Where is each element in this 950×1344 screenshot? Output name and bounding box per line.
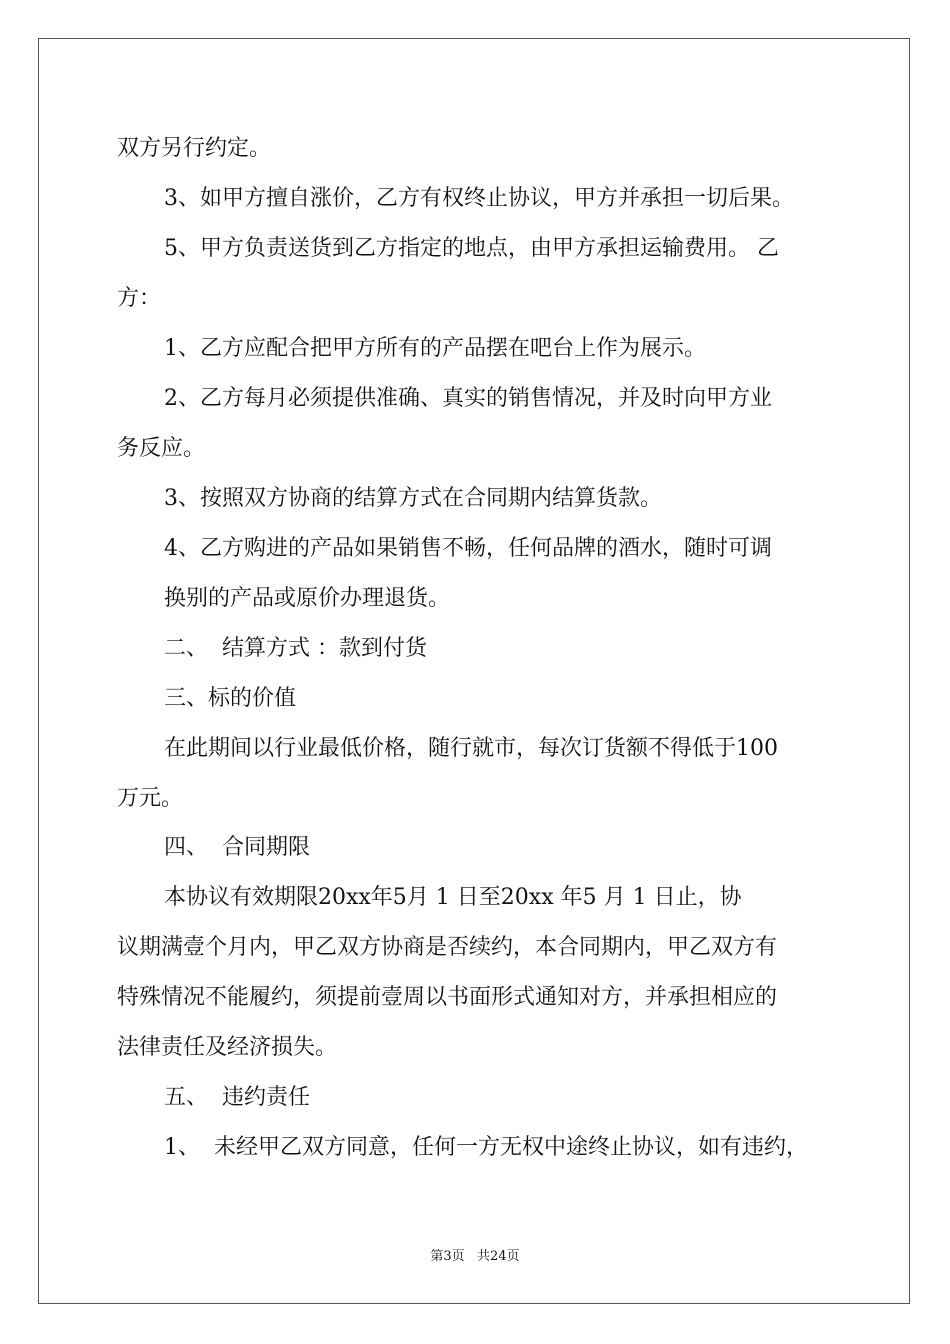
text-line: 4、乙方购进的产品如果销售不畅，任何品牌的酒水，随时可调 (164, 536, 772, 561)
text-line: 3、如甲方擅自涨价，乙方有权终止协议，甲方并承担一切后果。 (164, 186, 794, 211)
text-line: 本协议有效期限20xx年5月 1 日至20xx 年5 月 1 日止，协 (164, 885, 742, 910)
text-line: 3、按照双方协商的结算方式在合同期内结算货款。 (164, 486, 662, 511)
text-line: 2、乙方每月必须提供准确、真实的销售情况，并及时向甲方业 (164, 386, 772, 411)
text-line: 特殊情况不能履约，须提前壹周以书面形式通知对方，并承担相应的 (117, 985, 778, 1010)
text-line: 四、 合同期限 (164, 835, 310, 860)
page-border (38, 38, 910, 1304)
text-line: 二、 结算方式 ：款到付货 (164, 636, 427, 661)
page-number-footer: 第3页 共24页 (430, 1249, 520, 1264)
text-line: 议期满壹个月内，甲乙双方协商是否续约，本合同期内，甲乙双方有 (117, 935, 778, 960)
text-line: 五、 违约责任 (164, 1085, 310, 1110)
text-line: 万元。 (117, 786, 184, 811)
text-line: 1、乙方应配合把甲方所有的产品摆在吧台上作为展示。 (164, 336, 706, 361)
text-line: 1、 未经甲乙双方同意，任何一方无权中途终止协议，如有违约， (164, 1135, 808, 1160)
text-line: 法律责任及经济损失。 (117, 1035, 338, 1060)
text-line: 方： (117, 286, 162, 311)
text-line: 务反应。 (117, 436, 206, 461)
text-line: 5、甲方负责送货到乙方指定的地点，由甲方承担运输费用。 乙 (164, 236, 779, 261)
text-line: 三、标的价值 (164, 686, 297, 711)
text-line: 双方另行约定。 (117, 136, 272, 161)
text-line: 在此期间以行业最低价格，随行就市，每次订货额不得低于100 (164, 736, 778, 761)
text-line: 换别的产品或原价办理退货。 (164, 586, 451, 611)
